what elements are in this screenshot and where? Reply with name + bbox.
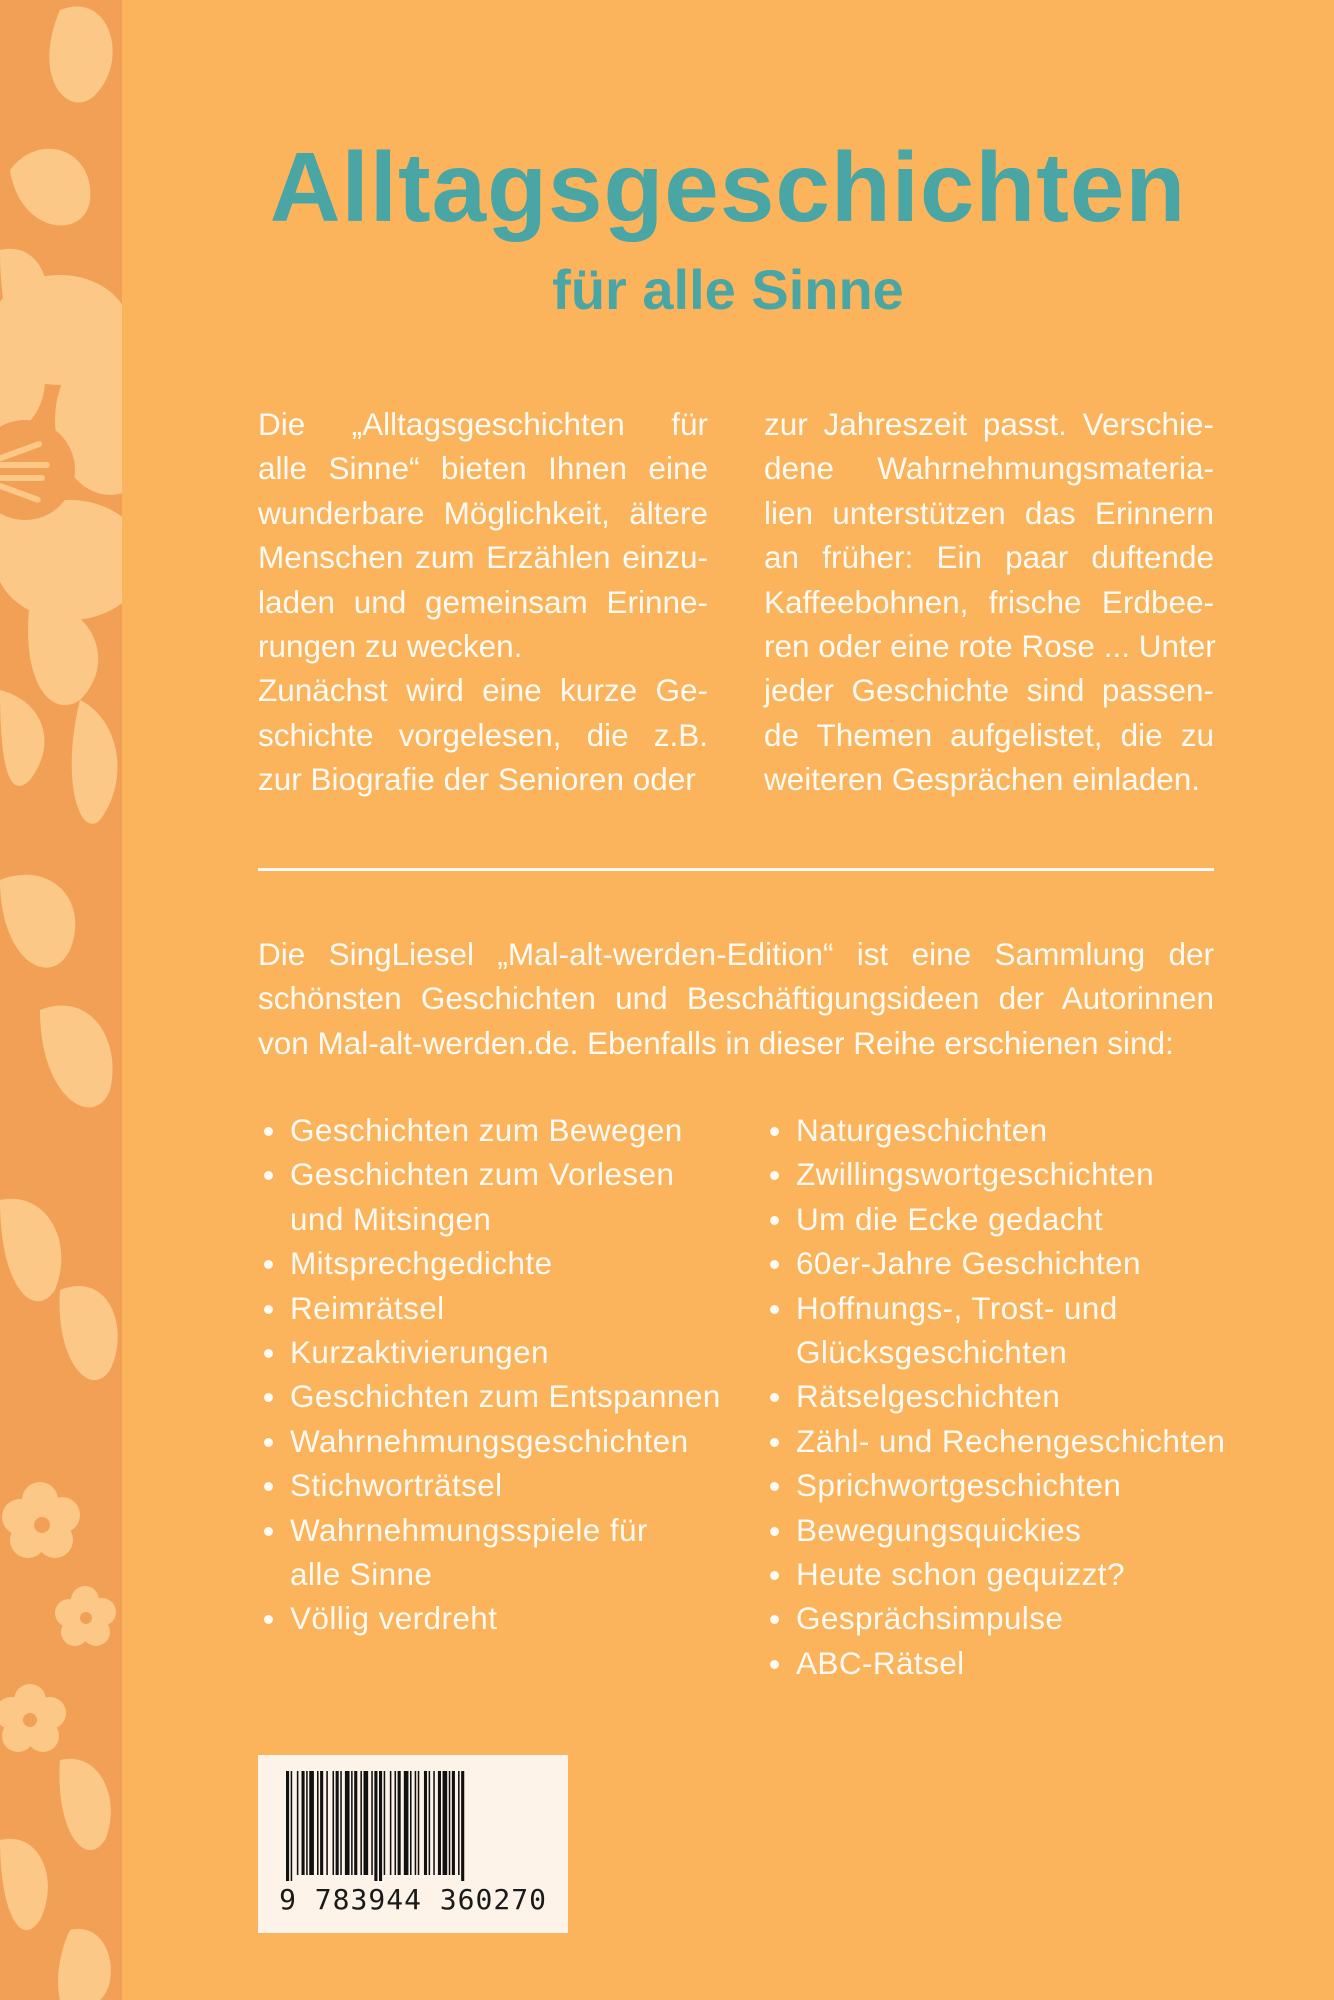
series-item-text: Reimrätsel — [290, 1289, 445, 1326]
barcode-bar — [443, 1771, 448, 1875]
series-item-text: Gesprächsimpulse — [796, 1600, 1064, 1637]
leaf-decoration — [0, 690, 44, 786]
barcode-bar — [306, 1771, 308, 1875]
book-title: Alltagsgeschichten — [269, 132, 1187, 242]
barcode-bar — [449, 1771, 451, 1875]
series-item-text: Mitsprechgedichte — [290, 1245, 553, 1282]
series-item-text: Zähl- und Rechengeschichten — [796, 1422, 1226, 1459]
series-item-text: Wahrnehmungsspiele für — [290, 1511, 648, 1548]
series-item-text: Geschichten zum Entspannen — [290, 1378, 721, 1415]
barcode-bar — [336, 1771, 339, 1875]
leaf-decoration — [72, 700, 118, 824]
series-list-item — [764, 1152, 1244, 1196]
series-intro — [258, 932, 1214, 1065]
description-line: rungen zu wecken. — [258, 627, 523, 664]
barcode-bar — [429, 1771, 431, 1875]
series-item-text: Wahrnehmungsgeschichten — [290, 1422, 689, 1459]
barcode-bar — [398, 1771, 401, 1875]
series-item-text: Geschichten zum Bewegen — [290, 1112, 683, 1148]
description-line: de Themen aufgelistet, die zu — [764, 716, 1214, 753]
barcode-bar — [433, 1771, 435, 1875]
description-line: Zunächst wird eine kurze Ge- — [258, 672, 708, 709]
series-list-item — [764, 1419, 1244, 1463]
barcode-bar — [326, 1771, 328, 1875]
description-line: alle Sinne“ bieten Ihnen eine — [258, 450, 708, 487]
barcode-bar — [345, 1771, 350, 1875]
barcode-bar — [438, 1771, 441, 1875]
description-line: zur Biografie der Senioren oder — [258, 761, 696, 798]
barcode-bar — [458, 1771, 460, 1875]
barcode — [286, 1771, 540, 1881]
series-item-text: Heute schon gequizzt? — [796, 1556, 1125, 1593]
series-list-item — [258, 1330, 738, 1374]
barcode-bar — [364, 1771, 369, 1875]
leaf-decoration — [40, 1005, 113, 1107]
description-left-column — [258, 402, 708, 802]
barcode-bar — [461, 1771, 464, 1881]
leaf-decoration — [0, 1839, 48, 1930]
series-list-item — [764, 1463, 1244, 1507]
barcode-bar — [410, 1771, 412, 1875]
leaf-decoration — [0, 875, 75, 968]
series-list-item — [764, 1596, 1244, 1640]
description-line: an früher: Ein paar duftende — [764, 539, 1214, 576]
series-item-text: Naturgeschichten — [796, 1112, 1048, 1148]
barcode-bar — [317, 1771, 319, 1875]
series-list-item — [764, 1641, 1244, 1685]
barcode-bar — [340, 1771, 342, 1875]
series-list-item — [764, 1374, 1244, 1418]
leaf-decoration — [10, 149, 90, 226]
series-list-item — [258, 1241, 738, 1285]
barcode-bar — [351, 1771, 353, 1875]
barcode-bar — [333, 1771, 335, 1875]
series-list-item — [258, 1152, 738, 1241]
series-list-item — [764, 1241, 1244, 1285]
leaf-decoration — [49, 6, 112, 102]
series-list-item — [258, 1374, 738, 1418]
series-item-text: Zwillingswortgeschichten — [796, 1156, 1154, 1193]
barcode-bar — [302, 1771, 305, 1875]
series-item-text: Um die Ecke gedacht — [796, 1200, 1104, 1237]
book-subtitle: für alle Sinne — [552, 258, 904, 321]
series-list-right — [764, 1108, 1244, 1685]
series-list-item — [258, 1596, 738, 1640]
series-list-item — [764, 1286, 1244, 1375]
series-item-text: Sprichwortgeschichten — [796, 1467, 1122, 1504]
isbn-number: 9 783944 360270 — [279, 1883, 547, 1916]
series-intro-line: schönsten Geschichten und Beschäftigungsideen der Autorinnen — [258, 980, 1214, 1017]
leaf-decoration — [58, 1929, 111, 2000]
description-line: dene Wahrnehmungsmateria- — [764, 450, 1214, 487]
leaf-decoration — [59, 1759, 110, 1850]
description-line: schichte vorgelesen, die z.B. — [258, 716, 708, 753]
description-right-column — [764, 402, 1214, 802]
barcode-bar — [379, 1771, 382, 1881]
series-intro-line: von Mal-alt-werden.de. Ebenfalls in dieser Reihe erschienen sind: — [258, 1024, 1174, 1061]
description-line: Kaffeebohnen, frische Erdbee- — [764, 583, 1214, 620]
series-list-item — [764, 1108, 1244, 1152]
barcode-bar — [371, 1771, 373, 1875]
back-cover — [122, 0, 1334, 2000]
divider — [258, 868, 1214, 871]
series-list-item — [258, 1419, 738, 1463]
barcode-bar — [297, 1771, 299, 1875]
series-item-text: ABC-Rätsel — [796, 1644, 965, 1681]
series-item-text: Stichworträtsel — [290, 1467, 503, 1504]
series-item-text: Hoffnungs-, Trost- und — [796, 1289, 1118, 1326]
description-line: Menschen zum Erzählen einzu- — [258, 539, 708, 576]
leaf-decoration — [60, 1286, 118, 1380]
barcode-bar — [374, 1771, 377, 1881]
series-list-item — [764, 1552, 1244, 1596]
floral-side-strip — [0, 0, 122, 2000]
description-line: Die „Alltagsgeschichten für — [258, 406, 708, 442]
leaf-decoration — [0, 1199, 61, 1302]
barcode-bar — [309, 1771, 314, 1875]
series-list-item — [764, 1508, 1244, 1552]
description-line: laden und gemeinsam Erinne- — [258, 583, 708, 620]
description-line: weiteren Gesprächen einladen. — [764, 761, 1201, 798]
description-line: wunderbare Möglichkeit, ältere — [258, 494, 708, 531]
barcode-bar — [360, 1771, 362, 1875]
barcode-bar — [424, 1771, 427, 1875]
barcode-bar — [415, 1771, 417, 1875]
barcode-bar — [404, 1771, 409, 1875]
barcode-bar — [320, 1771, 323, 1875]
series-item-text: Kurzaktivierungen — [290, 1334, 549, 1371]
series-list-item — [258, 1463, 738, 1507]
barcode-bar — [286, 1771, 289, 1881]
series-list-item — [258, 1286, 738, 1330]
barcode-bar — [452, 1771, 455, 1875]
description-line: lien unterstützen das Erinnern — [764, 494, 1214, 531]
floral-pattern — [0, 0, 122, 2000]
series-item-text: alle Sinne — [290, 1556, 433, 1593]
barcode-box — [258, 1755, 568, 1933]
series-item-text: Völlig verdreht — [290, 1600, 498, 1637]
barcode-bar — [418, 1771, 420, 1875]
description-line: ren oder eine rote Rose ... Unter — [764, 627, 1216, 664]
series-item-text: Rätselgeschichten — [796, 1378, 1061, 1415]
series-intro-line: Die SingLiesel „Mal-alt-werden-Edition“ ist eine Sammlung der — [258, 936, 1214, 972]
barcode-bar — [395, 1771, 397, 1875]
barcode-bar — [390, 1771, 392, 1875]
series-item-text: Geschichten zum Vorlesen — [290, 1156, 675, 1193]
barcode-bar — [384, 1771, 386, 1875]
series-item-text: 60er-Jahre Geschichten — [796, 1245, 1141, 1282]
barcode-bar — [291, 1771, 293, 1881]
series-item-text: und Mitsingen — [290, 1200, 492, 1237]
series-list-item — [764, 1197, 1244, 1241]
series-item-text: Bewegungsquickies — [796, 1511, 1082, 1548]
series-list-left — [258, 1108, 738, 1641]
description-line: zur Jahreszeit passt. Verschie- — [764, 406, 1214, 442]
series-list-item — [258, 1508, 738, 1597]
description-line: jeder Geschichte sind passen- — [764, 672, 1214, 709]
series-item-text: Glücksgeschichten — [796, 1334, 1068, 1371]
barcode-bar — [354, 1771, 357, 1875]
series-list-item — [258, 1108, 738, 1152]
